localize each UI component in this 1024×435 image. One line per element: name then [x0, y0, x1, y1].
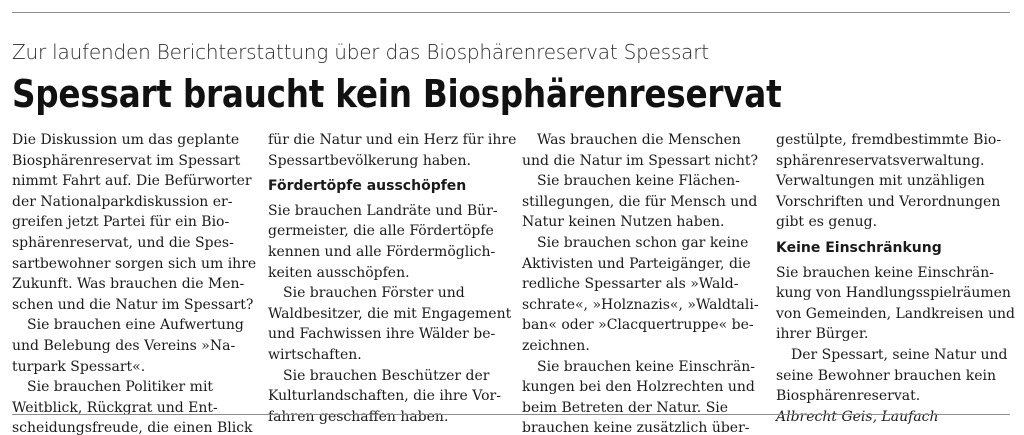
- text-line: Der Spessart, seine Natur und: [791, 346, 1008, 363]
- text-line: der Nationalparkdiskussion er-: [12, 193, 233, 210]
- text-line: schrate«, »Holznazis«, »Waldtali-: [522, 296, 759, 313]
- text-line: gibt es genug.: [776, 214, 878, 231]
- text-line: ihrer Bürger.: [776, 326, 869, 343]
- text-line: nimmt Fahrt auf. Die Befürworter: [12, 173, 252, 190]
- article-column-1: [12, 130, 257, 435]
- text-line: Verwaltungen mit unzähligen: [776, 173, 985, 190]
- text-line: schen und die Natur im Spessart?: [12, 296, 254, 313]
- top-rule: [12, 12, 1010, 13]
- text-line: ban« oder »Clacquertruppe« be-: [522, 317, 754, 334]
- text-line: turpark Spessart«.: [12, 358, 146, 375]
- text-line: kungen bei den Holzrechten und: [522, 379, 755, 396]
- text-line: Aktivisten und Parteigänger, die: [522, 255, 751, 272]
- text-line: brauchen keine zusätzlich über-: [522, 420, 750, 435]
- text-line: kung von Handlungsspielräumen: [776, 285, 1011, 302]
- text-line: kennen und alle Fördermöglich-: [268, 243, 496, 260]
- text-line: Sie brauchen Förster und: [283, 285, 465, 302]
- text-line: seine Bewohner brauchen kein: [776, 367, 997, 384]
- text-line: beim Betreten der Natur. Sie: [522, 399, 729, 416]
- text-line: Sie brauchen keine Einschrän-: [776, 264, 994, 281]
- text-line: scheidungsfreude, die einen Blick: [12, 420, 253, 435]
- text-line: Vorschriften und Verordnungen: [776, 193, 1001, 210]
- bottom-rule: [12, 414, 1010, 415]
- text-line: keiten ausschöpfen.: [268, 264, 410, 281]
- article-column-4: [776, 130, 1015, 427]
- text-line: Spessartbevölkerung haben.: [268, 152, 471, 169]
- text-line: greifen jetzt Partei für ein Bio-: [12, 214, 230, 231]
- text-line: redliche Spessarter als »Wald-: [522, 276, 739, 293]
- text-line: zeichnen.: [522, 337, 590, 354]
- text-line: Weitblick, Rückgrat und Ent-: [12, 399, 218, 416]
- text-line: Waldbesitzer, die mit Engagement: [268, 305, 512, 322]
- text-line: Sie brauchen schon gar keine: [537, 234, 749, 251]
- text-line: stillegungen, die für Mensch und: [522, 193, 758, 210]
- text-line: Biosphärenreservat.: [776, 388, 921, 405]
- text-line: sphärenreservat, und die Spes-: [12, 234, 234, 251]
- author-signature: Albrecht Geis, Laufach: [776, 408, 939, 425]
- subheading-keine-einschraenkung: Keine Einschränkung: [776, 239, 942, 256]
- text-line: Sie brauchen Beschützer der: [283, 367, 490, 384]
- article-column-2: [268, 130, 517, 427]
- text-line: Sie brauchen keine Einschrän-: [537, 358, 755, 375]
- text-line: und die Natur im Spessart nicht?: [522, 152, 759, 169]
- text-line: und Fachwissen ihre Wälder be-: [268, 326, 496, 343]
- text-line: Kulturlandschaften, die ihre Vor-: [268, 388, 501, 405]
- text-line: Sie brauchen keine Flächen-: [537, 173, 740, 190]
- text-line: sphärenreservatsverwaltung.: [776, 152, 985, 169]
- text-line: Zukunft. Was brauchen die Men-: [12, 276, 245, 293]
- text-line: und Belebung des Vereins »Na-: [12, 337, 236, 354]
- text-line: Sie brauchen eine Aufwertung: [27, 317, 244, 334]
- text-line: germeister, die alle Fördertöpfe: [268, 223, 494, 240]
- article-kicker: Zur laufenden Berichterstattung über das Biosphärenreservat Spessart: [12, 40, 709, 64]
- text-line: Biosphärenreservat im Spessart: [12, 152, 241, 169]
- text-line: sartbewohner sorgen sich um ihre: [12, 255, 257, 272]
- text-line: wirtschaften.: [268, 346, 362, 363]
- text-line: Die Diskussion um das geplante: [12, 132, 240, 148]
- text-line: gestülpte, fremdbestimmte Bio-: [776, 132, 1002, 148]
- text-line: von Gemeinden, Landkreisen und: [776, 305, 1015, 322]
- text-line: Was brauchen die Menschen: [537, 132, 741, 148]
- text-line: Sie brauchen Politiker mit: [27, 379, 214, 396]
- subheading-foerdertoepfe: Fördertöpfe ausschöpfen: [268, 178, 467, 195]
- article-column-3: [522, 130, 758, 435]
- text-line: Natur keinen Nutzen haben.: [522, 214, 725, 231]
- article-headline: Spessart braucht kein Biosphärenreservat: [12, 72, 782, 116]
- text-line: für die Natur und ein Herz für ihre: [268, 132, 517, 148]
- text-line: Sie brauchen Landräte und Bür-: [268, 202, 498, 219]
- text-line: fahren geschaffen haben.: [268, 408, 449, 425]
